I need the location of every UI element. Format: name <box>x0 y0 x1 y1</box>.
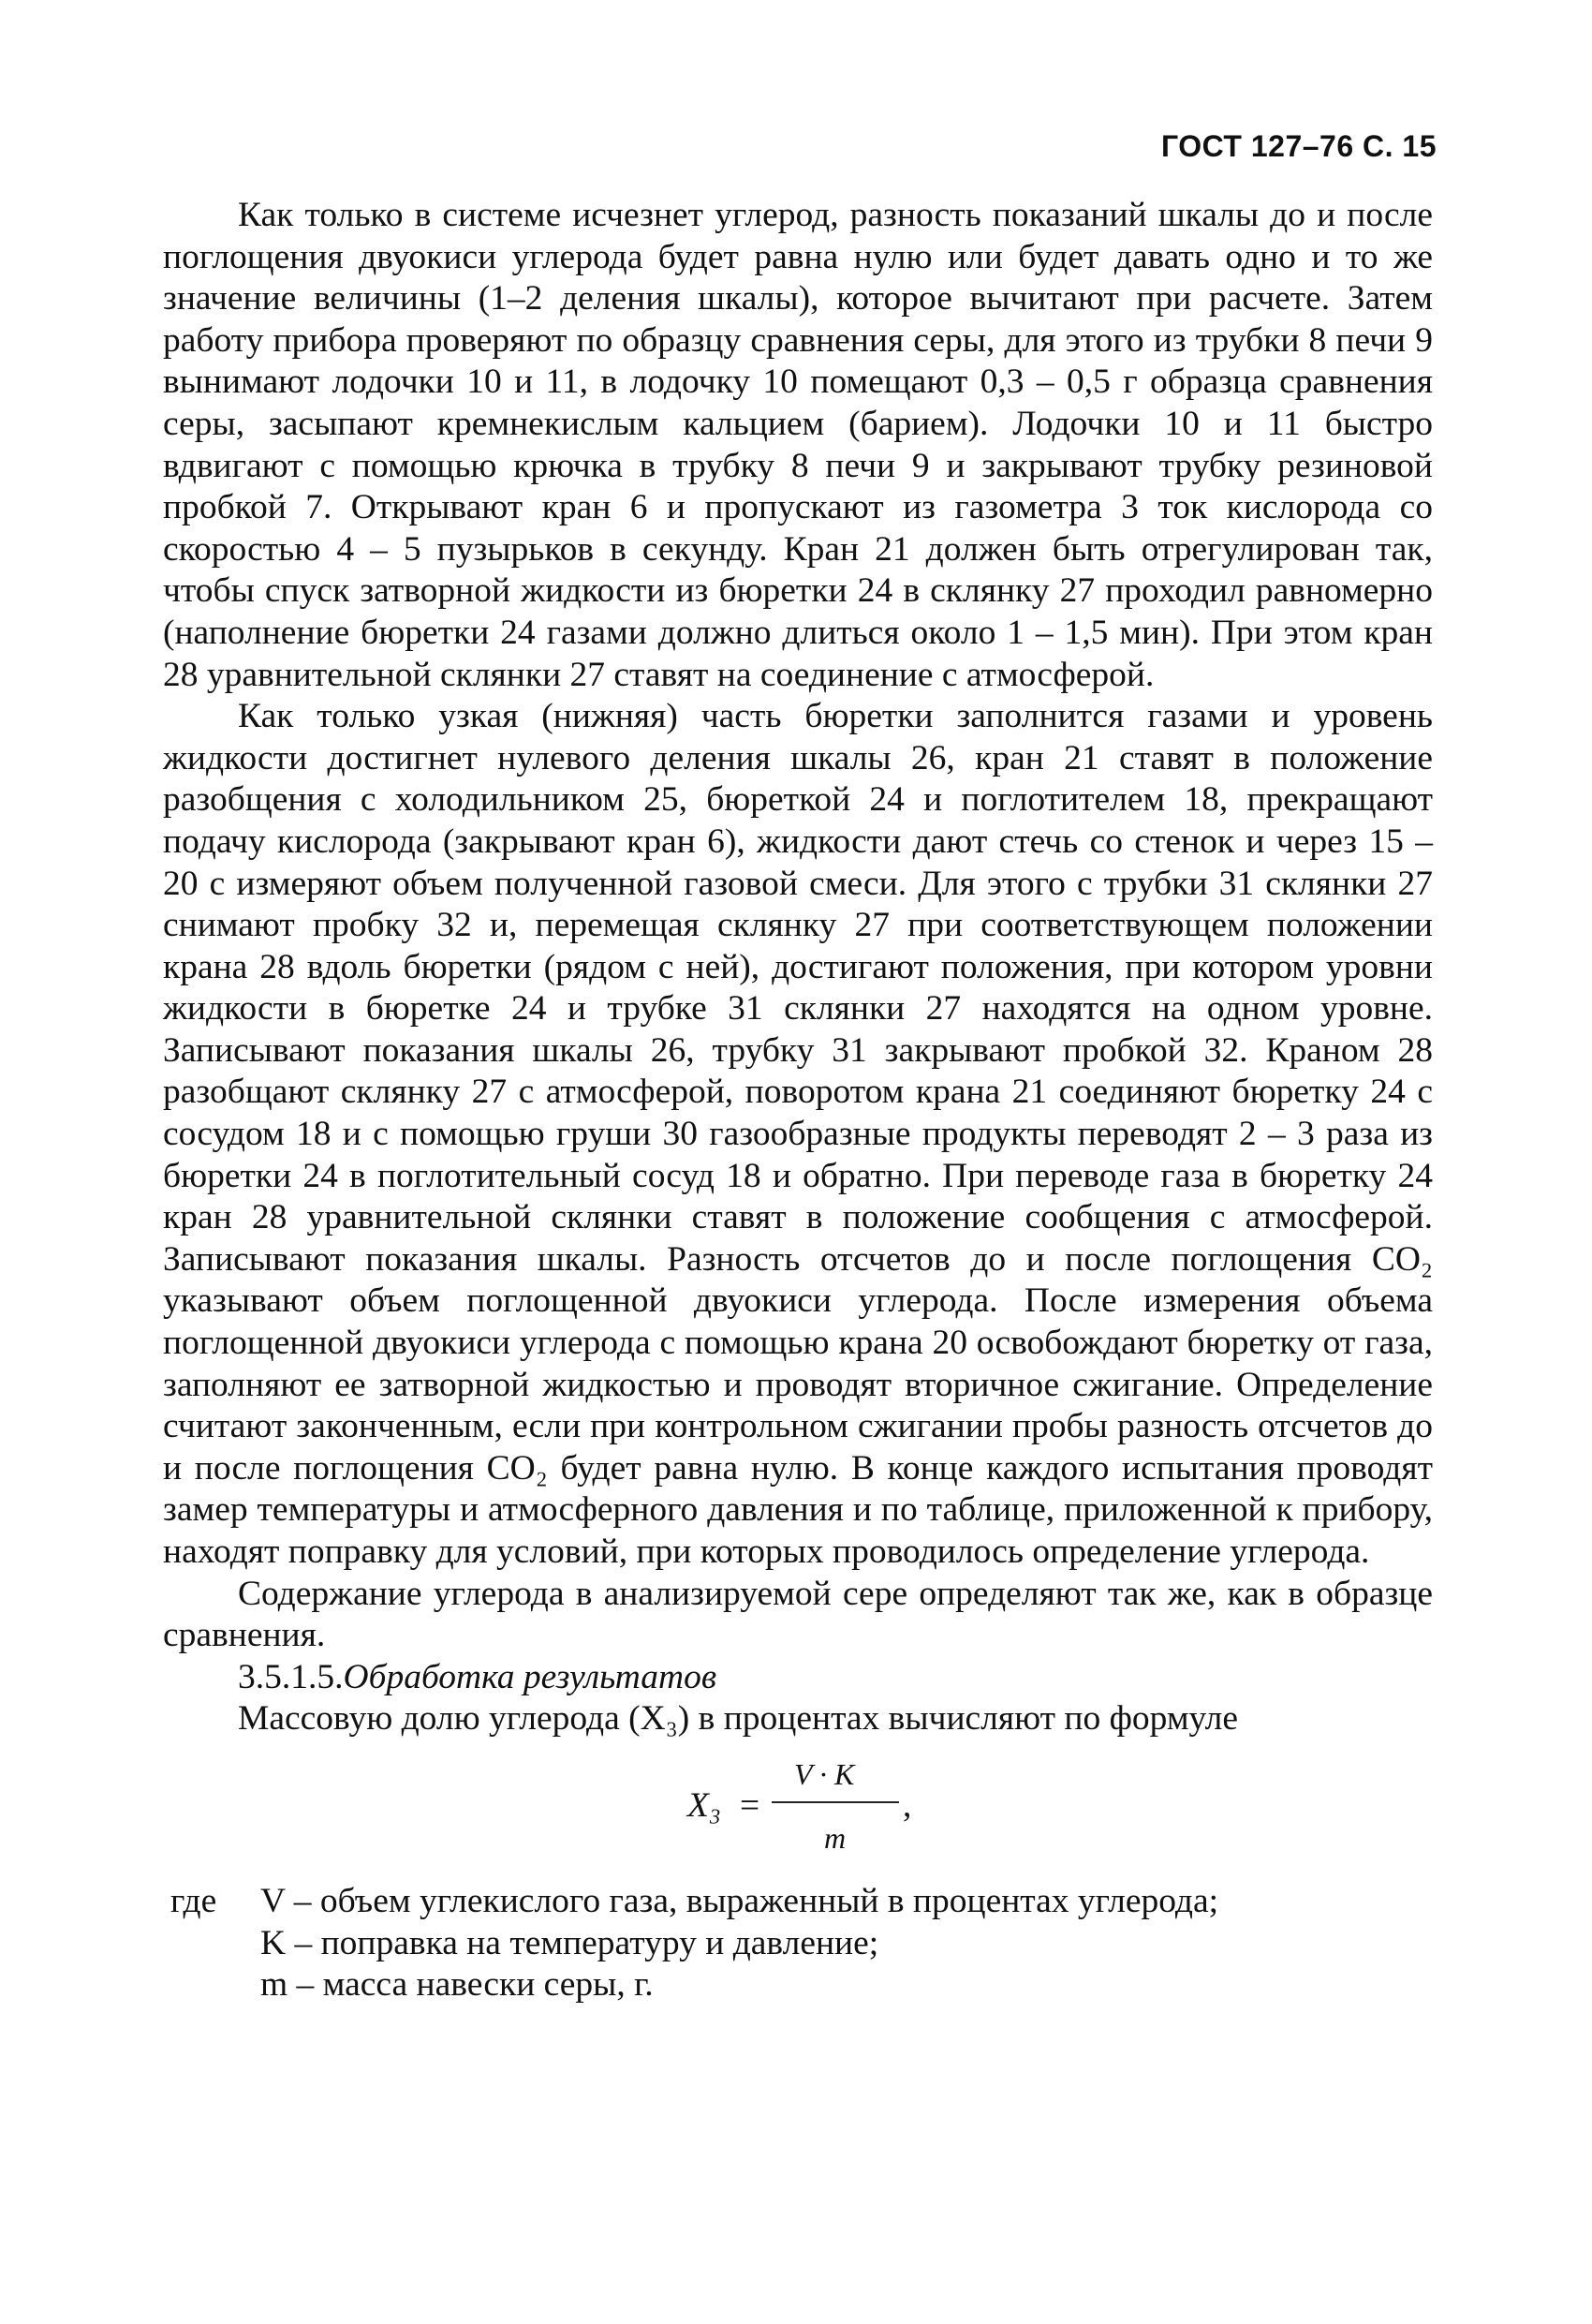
variable-definition: V – объем углекислого газа, выраженный в процентах углерода; <box>260 1881 1219 1920</box>
paragraph: Содержание углерода в анализируемой сере определяют так же, как в образце сравнения. <box>163 1574 1433 1655</box>
section-number: 3.5.1.5. <box>238 1657 344 1696</box>
formula <box>163 1757 1433 1860</box>
formula-intro: Массовую долю углерода (X₃) в процентах вычисляют по формуле <box>238 1699 1239 1739</box>
paragraph: Как только в системе исчезнет углерод, разность показаний шкалы до и после поглощения двуокиси углерода будет равна нулю или будет давать одно и то же значение величины (1–2 деления шкалы), которое вычитают при расчете. Затем работу прибора проверяют по образцу сравнения серы, для этого из трубки 8 печи 9 вынимают лодочки 10 и 11, в лодочку 10 помещают 0,3 – 0,5 г образца сравнения серы, засыпают кремнекислым кальцием (барием). Лодочки 10 и 11 быстро вдвигают с помощью крючка в трубку 8 печи 9 и закрывают трубку резиновой пробкой 7. Открывают кран 6 и пропускают из газометра 3 ток кислорода со скоростью 4 – 5 пузырьков в секунду. Кран 21 должен быть отрегулирован так, чтобы спуск затворной жидкости из бюретки 24 в склянку 27 проходил равномерно (наполнение бюретки 24 газами должно длиться около 1 – 1,5 мин). При этом кран 28 уравнительной склянки 27 ставят на соединение с атмосферой. <box>163 196 1433 694</box>
variable-legend <box>163 1881 1433 2006</box>
formula-numerator: V · K <box>794 1756 855 1791</box>
variable-definition: m – масса навески серы, г. <box>260 1965 654 2005</box>
formula-denominator: m <box>824 1820 847 1855</box>
section-heading <box>163 1657 1433 1699</box>
fraction-bar <box>772 1801 899 1803</box>
formula-comma: , <box>903 1785 912 1825</box>
where-label: где <box>170 1881 217 1920</box>
running-header: ГОСТ 127–76 С. 15 <box>1160 129 1437 163</box>
paragraph: Как только узкая (нижняя) часть бюретки заполнится газами и уровень жидкости достигнет нулевого деления шкалы 26, кран 21 ставят в положение разобщения с холодильником 25, бюреткой 24 и поглотителем 18, прекращают подачу кислорода (закрывают кран 6), жидкости дают стечь со стенок и через 15 – 20 с измеряют объем полученной газовой смеси. Для этого с трубки 31 склянки 27 снимают пробку 32 и, перемещая склянку 27 при соответствующем положении крана 28 вдоль бюретки (рядом с ней), достигают положения, при котором уровни жидкости в бюретке 24 и трубке 31 склянки 27 находятся на одном уровне. Записывают показания шкалы 26, трубку 31 закрывают пробкой 32. Краном 28 разобщают склянку 27 с атмосферой, поворотом крана 21 соединяют бюретку 24 с сосудом 18 и с помощью груши 30 газообразные продукты переводят 2 – 3 раза из бюретки 24 в поглотительный сосуд 18 и обратно. При переводе газа в бюретку 24 кран 28 уравнительной склянки ставят в положение сообщения с атмосферой. Записывают показания шкалы. Разность отсчетов до и после поглощения CO₂ указывают объем поглощенной двуокиси углерода. После измерения объема поглощенной двуокиси углерода с помощью крана 20 освобождают бюретку от газа, заполняют ее затворной жидкостью и проводят вторичное сжигание. Определение считают законченным, если при контрольном сжигании пробы разность отсчетов до и после поглощения CO₂ будет равна нулю. В конце каждого испытания проводят замер температуры и атмосферного давления и по таблице, приложенной к прибору, находят поправку для условий, при которых проводилось определение углерода. <box>163 697 1433 1571</box>
document-body <box>163 195 1433 2006</box>
section-title: Обработка результатов <box>343 1657 717 1696</box>
formula-lhs: X₃ <box>687 1785 721 1825</box>
variable-definition: K – поправка на температуру и давление; <box>260 1923 879 1962</box>
formula-equals: = <box>740 1785 760 1825</box>
